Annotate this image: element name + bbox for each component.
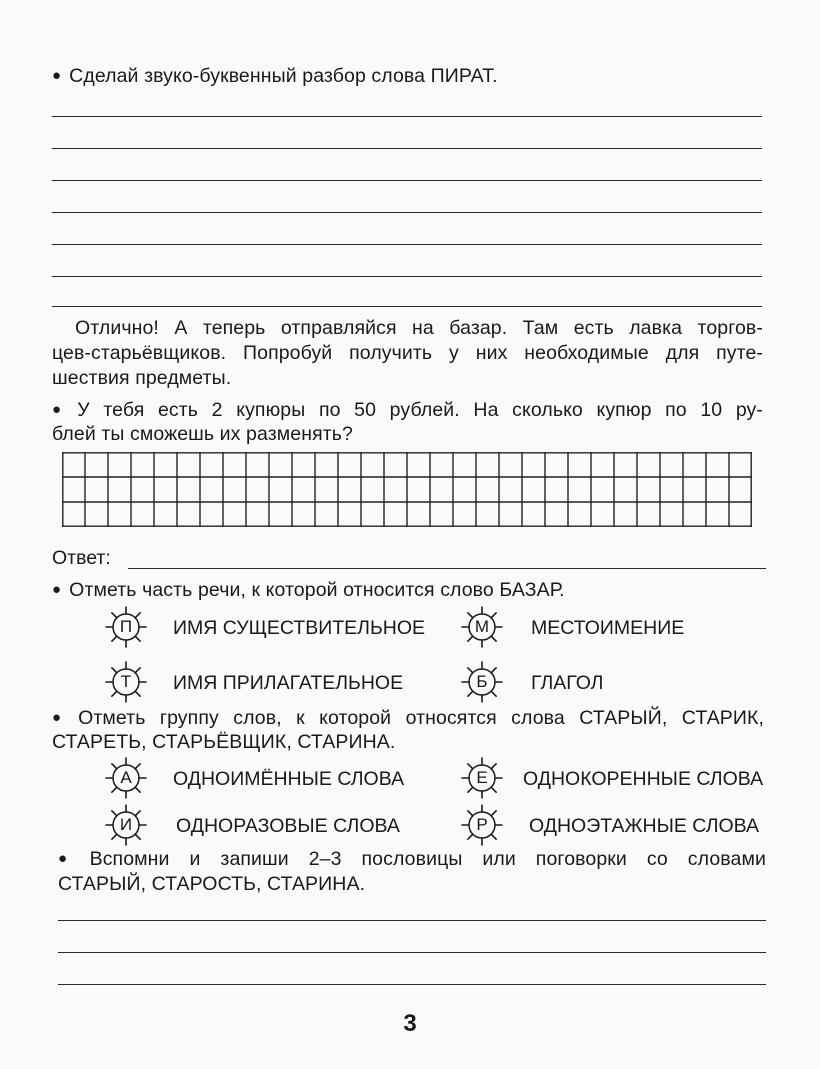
writing-line[interactable] bbox=[52, 244, 762, 245]
task1-text: ● Сделай звуко-буквенный разбор слова ПИРАТ. bbox=[52, 64, 498, 91]
intro-line-1: Отлично! А теперь отправляйся на базар. Там есть лавка торгов- bbox=[75, 317, 763, 339]
option-marker-r[interactable] bbox=[459, 802, 505, 848]
task4-line-2: СТАРЕТЬ, СТАРЬЁВЩИК, СТАРИНА. bbox=[52, 731, 396, 753]
writing-line[interactable] bbox=[52, 116, 762, 117]
option-letter: Б bbox=[476, 672, 488, 691]
answer-line[interactable] bbox=[128, 568, 766, 569]
writing-line[interactable] bbox=[58, 984, 766, 985]
option-label: ОДНОРАЗОВЫЕ СЛОВА bbox=[176, 815, 400, 837]
answer-label: Ответ: bbox=[52, 547, 111, 569]
option-marker-i[interactable] bbox=[103, 802, 149, 848]
option-letter: И bbox=[119, 815, 133, 834]
option-letter: М bbox=[474, 617, 490, 636]
intro-line-3: шествия предметы. bbox=[52, 367, 232, 389]
option-label: ОДНОИМЁННЫЕ СЛОВА bbox=[173, 768, 405, 790]
option-letter: Т bbox=[120, 672, 132, 691]
intro-line-2: цев-старьёвщиков. Попробуй получить у них необходимые для путе- bbox=[52, 342, 763, 364]
option-marker-t[interactable] bbox=[103, 659, 149, 705]
task2-line-1: ● У тебя есть 2 купюры по 50 рублей. На сколько купюр по 10 ру- bbox=[52, 398, 763, 425]
option-label: МЕСТОИМЕНИЕ bbox=[531, 617, 685, 639]
writing-line[interactable] bbox=[52, 148, 762, 149]
writing-line[interactable] bbox=[58, 920, 766, 921]
answer-grid[interactable] bbox=[62, 452, 752, 527]
option-letter: П bbox=[119, 617, 133, 636]
writing-line[interactable] bbox=[58, 952, 766, 953]
writing-line[interactable] bbox=[52, 212, 762, 213]
option-marker-m[interactable] bbox=[459, 604, 505, 650]
option-letter: Е bbox=[476, 768, 488, 787]
writing-line[interactable] bbox=[52, 306, 762, 307]
option-label: ОДНОЭТАЖНЫЕ СЛОВА bbox=[529, 815, 760, 837]
task5-line-1: ● Вспомни и запиши 2–3 пословицы или поговорки со словами bbox=[58, 847, 766, 874]
option-label: ОДНОКОРЕННЫЕ СЛОВА bbox=[523, 768, 764, 790]
option-marker-e[interactable] bbox=[459, 755, 505, 801]
option-letter: Р bbox=[476, 815, 488, 834]
option-label: ИМЯ СУЩЕСТВИТЕЛЬНОЕ bbox=[173, 617, 426, 639]
option-letter: А bbox=[120, 768, 132, 787]
option-marker-p[interactable] bbox=[103, 604, 149, 650]
task3-text: ● Отметь часть речи, к которой относится слово БАЗАР. bbox=[52, 578, 565, 605]
task4-line-1: ● Отметь группу слов, к которой относятся слова СТАРЫЙ, СТАРИК, bbox=[52, 706, 764, 733]
writing-line[interactable] bbox=[52, 180, 762, 181]
writing-line[interactable] bbox=[52, 276, 762, 277]
option-marker-a[interactable] bbox=[103, 755, 149, 801]
task2-line-2: блей ты сможешь их разменять? bbox=[52, 423, 353, 445]
task5-line-2: СТАРЫЙ, СТАРОСТЬ, СТАРИНА. bbox=[58, 873, 366, 895]
page-number: 3 bbox=[403, 1010, 417, 1037]
option-marker-b[interactable] bbox=[459, 659, 505, 705]
option-label: ИМЯ ПРИЛАГАТЕЛЬНОЕ bbox=[173, 672, 404, 694]
option-label: ГЛАГОЛ bbox=[531, 672, 604, 694]
